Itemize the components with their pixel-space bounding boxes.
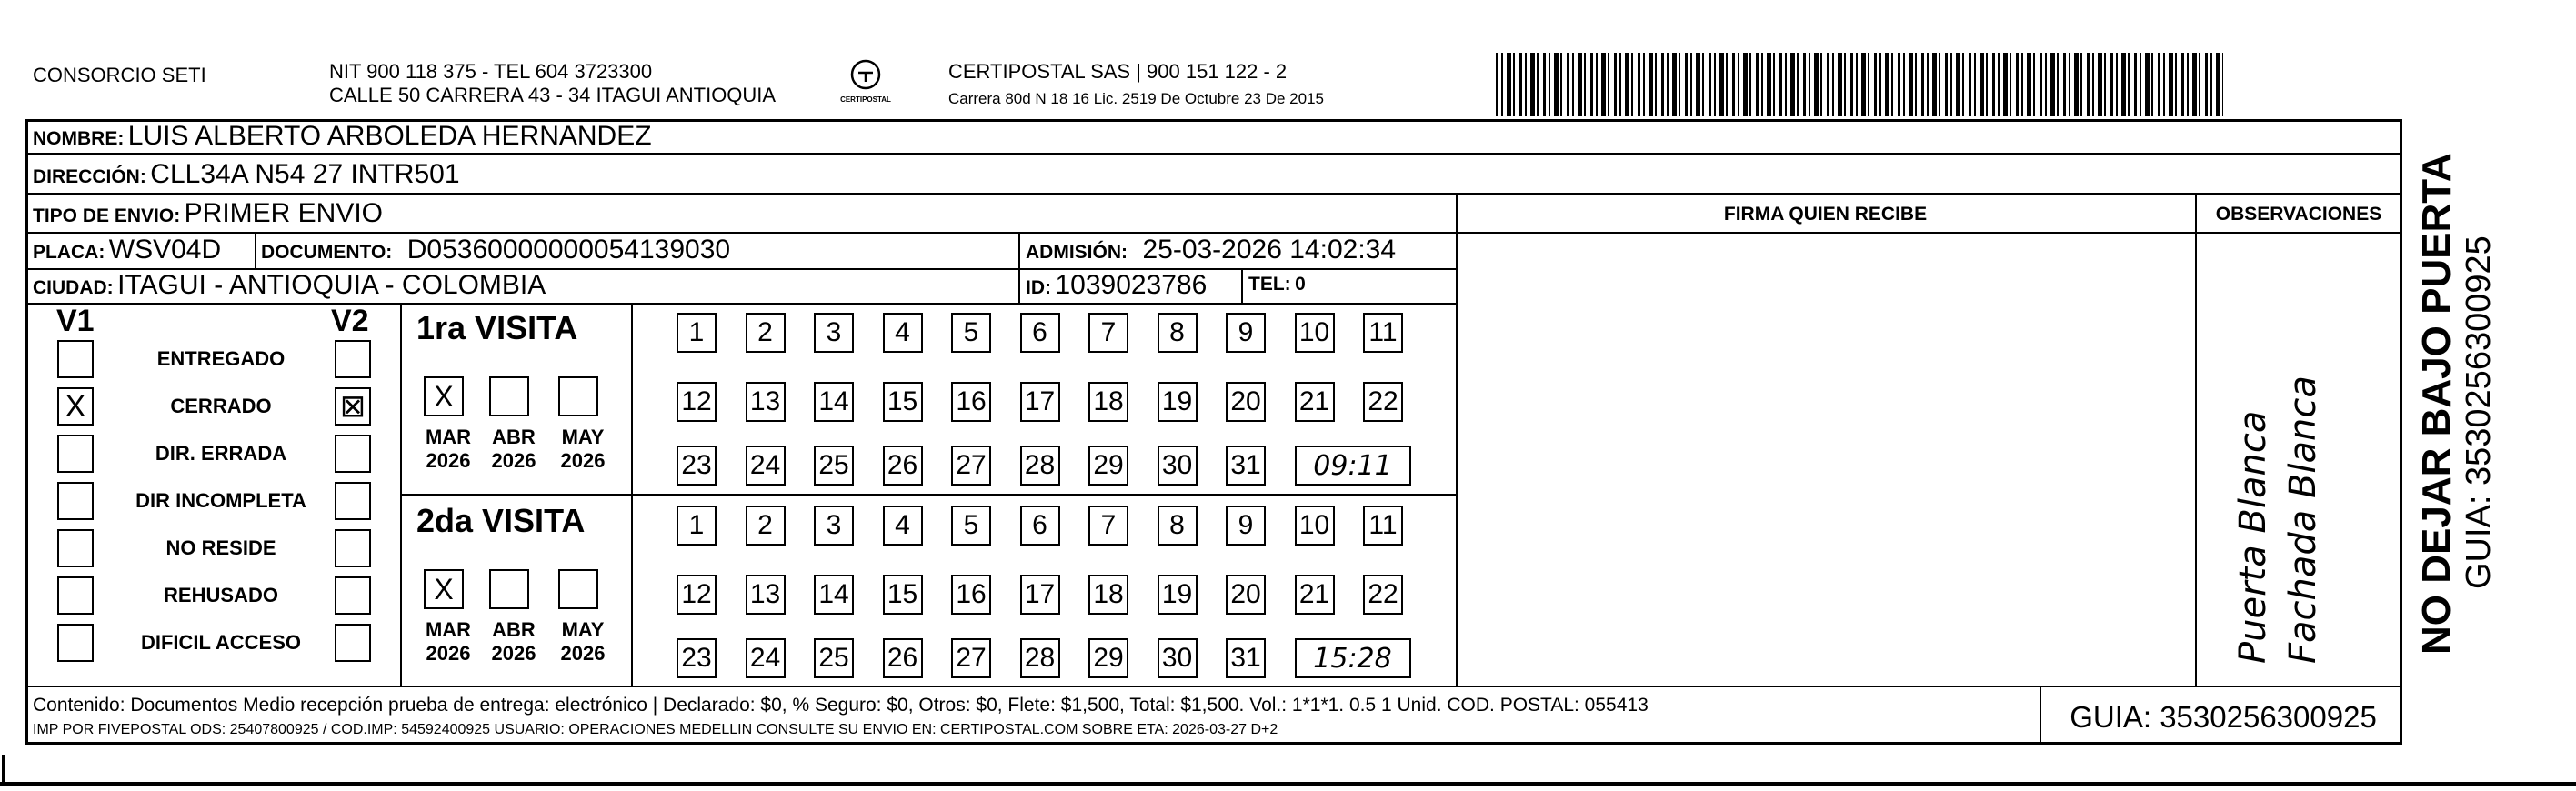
observacion-line-2: Fachada Blanca (2282, 375, 2324, 664)
tipo-value: PRIMER ENVIO (184, 198, 384, 228)
day-box: 31 (1226, 446, 1266, 486)
id-row (1026, 270, 1207, 301)
day-box: 26 (883, 638, 923, 678)
v1-checkbox (57, 340, 94, 378)
day-box: 24 (746, 446, 786, 486)
firma-header: FIRMA QUIEN RECIBE (1723, 204, 1928, 225)
day-box: 1 (677, 506, 717, 546)
v1-checkbox: X (57, 387, 94, 426)
day-box: 22 (1363, 575, 1403, 615)
documento-value: D05360000000054139030 (406, 235, 731, 265)
placa-label: PLACA: (33, 242, 105, 263)
day-box: 28 (1020, 446, 1060, 486)
month-year: 2026 (560, 449, 606, 472)
direccion-label: DIRECCIÓN: (33, 166, 146, 187)
day-box: 19 (1158, 575, 1198, 615)
day-box: 25 (814, 638, 854, 678)
day-box: 12 (677, 575, 717, 615)
visit2-title: 2da VISITA (416, 502, 586, 539)
day-box: 5 (951, 506, 991, 546)
day-box: 13 (746, 575, 786, 615)
reason-label: NO RESIDE (165, 536, 276, 559)
day-box: 9 (1226, 313, 1266, 353)
day-box: 11 (1363, 506, 1403, 546)
v2-checkbox (335, 435, 371, 473)
day-box: 21 (1295, 575, 1335, 615)
day-box: 25 (814, 446, 854, 486)
ciudad-value: ITAGUI - ANTIOQUIA - COLOMBIA (117, 270, 546, 300)
footer-guia: GUIA: 3530256300925 (2070, 700, 2377, 734)
day-box: 27 (951, 446, 991, 486)
contenido-line: Contenido: Documentos Medio recepción prueba de entrega: electrónico | Declarado: $0, % Seguro: $0, Otros: $0, Flete: $1,500, Total: $1,500. Vol.: 1*1*1. 0.5 1 Unid. COD. POSTAL: 055413 (33, 695, 1649, 716)
time-box: 09:11 (1295, 446, 1411, 486)
v1-checkbox (57, 435, 94, 473)
documento-label: DOCUMENTO: (261, 242, 393, 263)
month-checkbox: X (424, 376, 464, 416)
month-name: ABR (492, 426, 536, 448)
day-box: 15 (883, 575, 923, 615)
day-box: 29 (1088, 638, 1128, 678)
direccion-value: CLL34A N54 27 INTR501 (150, 159, 460, 189)
day-box: 11 (1363, 313, 1403, 353)
barcode (1496, 53, 2223, 116)
tipo-label: TIPO DE ENVIO: (33, 205, 181, 226)
month-year: 2026 (426, 449, 471, 472)
day-box: 12 (677, 382, 717, 422)
license-line: Carrera 80d N 18 16 Lic. 2519 De Octubre 23 De 2015 (948, 90, 1324, 107)
reason-label: DIFICIL ACCESO (140, 631, 301, 654)
certipostal-line: CERTIPOSTAL SAS | 900 151 122 - 2 (948, 60, 1288, 83)
month-name: MAY (561, 618, 605, 641)
day-box: 21 (1295, 382, 1335, 422)
day-box: 5 (951, 313, 991, 353)
day-box: 24 (746, 638, 786, 678)
admision-label: ADMISIÓN: (1026, 242, 1128, 263)
day-box: 2 (746, 506, 786, 546)
day-box: 26 (883, 446, 923, 486)
day-box: 3 (814, 313, 854, 353)
day-box: 8 (1158, 313, 1198, 353)
admision-value: 25-03-2026 14:02:34 (1142, 235, 1397, 265)
day-box: 2 (746, 313, 786, 353)
day-box: 18 (1088, 575, 1128, 615)
day-box: 17 (1020, 382, 1060, 422)
placa-value: WSV04D (108, 235, 222, 265)
month-name: ABR (492, 618, 536, 641)
month-year: 2026 (426, 642, 471, 665)
v2-checkbox (335, 340, 371, 378)
day-box: 7 (1088, 506, 1128, 546)
id-value: 1039023786 (1055, 270, 1208, 300)
nombre-value: LUIS ALBERTO ARBOLEDA HERNANDEZ (127, 121, 652, 151)
tel-row (1248, 274, 1306, 295)
day-box: 18 (1088, 382, 1128, 422)
day-box: 19 (1158, 382, 1198, 422)
day-box: 30 (1158, 446, 1198, 486)
v2-checkbox (335, 624, 371, 662)
day-box: 23 (677, 446, 717, 486)
day-box: 20 (1226, 575, 1266, 615)
v1-checkbox (57, 624, 94, 662)
tel-value: 0 (1295, 274, 1306, 295)
time-box: 15:28 (1295, 638, 1411, 678)
day-box: 27 (951, 638, 991, 678)
nombre-label: NOMBRE: (33, 128, 125, 149)
logo-icon (847, 58, 884, 91)
day-box: 15 (883, 382, 923, 422)
month-label (482, 426, 546, 473)
month-name: MAR (425, 426, 472, 448)
day-box: 30 (1158, 638, 1198, 678)
company-name: CONSORCIO SETI (33, 64, 206, 86)
month-label (551, 618, 615, 666)
reason-label: REHUSADO (164, 584, 278, 606)
v1-checkbox (57, 576, 94, 615)
month-checkbox (489, 376, 529, 416)
month-year: 2026 (560, 642, 606, 665)
day-box: 14 (814, 575, 854, 615)
day-box: 14 (814, 382, 854, 422)
day-box: 20 (1226, 382, 1266, 422)
documento-row (261, 235, 730, 265)
month-label (551, 426, 615, 473)
admision-row (1026, 235, 1396, 265)
day-box: 7 (1088, 313, 1128, 353)
day-box: 4 (883, 506, 923, 546)
month-year: 2026 (491, 642, 536, 665)
month-checkbox (558, 376, 598, 416)
v1-checkbox (57, 529, 94, 567)
tipo-row (33, 198, 383, 229)
nombre-row (33, 121, 652, 152)
month-year: 2026 (491, 449, 536, 472)
id-label: ID: (1026, 277, 1051, 298)
direccion-row (33, 159, 460, 190)
certipostal-logo (838, 58, 893, 104)
day-box: 17 (1020, 575, 1060, 615)
day-box: 29 (1088, 446, 1128, 486)
day-box: 1 (677, 313, 717, 353)
logo-text: CERTIPOSTAL (840, 95, 891, 104)
reason-label: DIR INCOMPLETA (135, 489, 306, 512)
v2-checkbox (335, 529, 371, 567)
v2-checkbox (335, 576, 371, 615)
day-box: 31 (1226, 638, 1266, 678)
tel-label: TEL: (1248, 274, 1291, 295)
month-label (416, 426, 480, 473)
month-label (482, 618, 546, 666)
month-checkbox (489, 569, 529, 609)
no-dejar-bajo-puerta: NO DEJAR BAJO PUERTA (2414, 153, 2459, 655)
day-box: 16 (951, 382, 991, 422)
v2-checkbox: ⊠ (335, 387, 371, 426)
day-box: 16 (951, 575, 991, 615)
nit-line: NIT 900 118 375 - TEL 604 3723300 (329, 60, 653, 83)
month-checkbox: X (424, 569, 464, 609)
day-box: 13 (746, 382, 786, 422)
placa-row (33, 235, 221, 265)
side-guia: GUIA: 3530256300925 (2460, 235, 2498, 589)
month-label (416, 618, 480, 666)
month-name: MAY (561, 426, 605, 448)
day-box: 6 (1020, 313, 1060, 353)
month-checkbox (558, 569, 598, 609)
reason-label: DIR. ERRADA (155, 442, 287, 465)
day-box: 10 (1295, 506, 1335, 546)
observaciones-header: OBSERVACIONES (2215, 204, 2382, 225)
imp-line: IMP POR FIVEPOSTAL ODS: 25407800925 / COD.IMP: 54592400925 USUARIO: OPERACIONES MEDELLIN CONSULTE SU ENVIO EN: CERTIPOSTAL.COM SOBRE ETA: 2026-03-27 D+2 (33, 722, 1278, 737)
day-box: 23 (677, 638, 717, 678)
day-box: 4 (883, 313, 923, 353)
v2-label: V2 (331, 304, 369, 338)
v1-label: V1 (56, 304, 95, 338)
day-box: 28 (1020, 638, 1060, 678)
observacion-line-1: Puerta Blanca (2232, 410, 2274, 664)
reason-label: CERRADO (170, 395, 272, 417)
ciudad-label: CIUDAD: (33, 277, 114, 298)
day-box: 6 (1020, 506, 1060, 546)
day-box: 22 (1363, 382, 1403, 422)
visit1-title: 1ra VISITA (416, 309, 578, 346)
v1-checkbox (57, 482, 94, 520)
month-name: MAR (425, 618, 472, 641)
v2-checkbox (335, 482, 371, 520)
reason-label: ENTREGADO (156, 347, 286, 370)
day-box: 10 (1295, 313, 1335, 353)
address-line: CALLE 50 CARRERA 43 - 34 ITAGUI ANTIOQUIA (329, 84, 777, 106)
day-box: 3 (814, 506, 854, 546)
ciudad-row (33, 270, 546, 301)
day-box: 8 (1158, 506, 1198, 546)
day-box: 9 (1226, 506, 1266, 546)
